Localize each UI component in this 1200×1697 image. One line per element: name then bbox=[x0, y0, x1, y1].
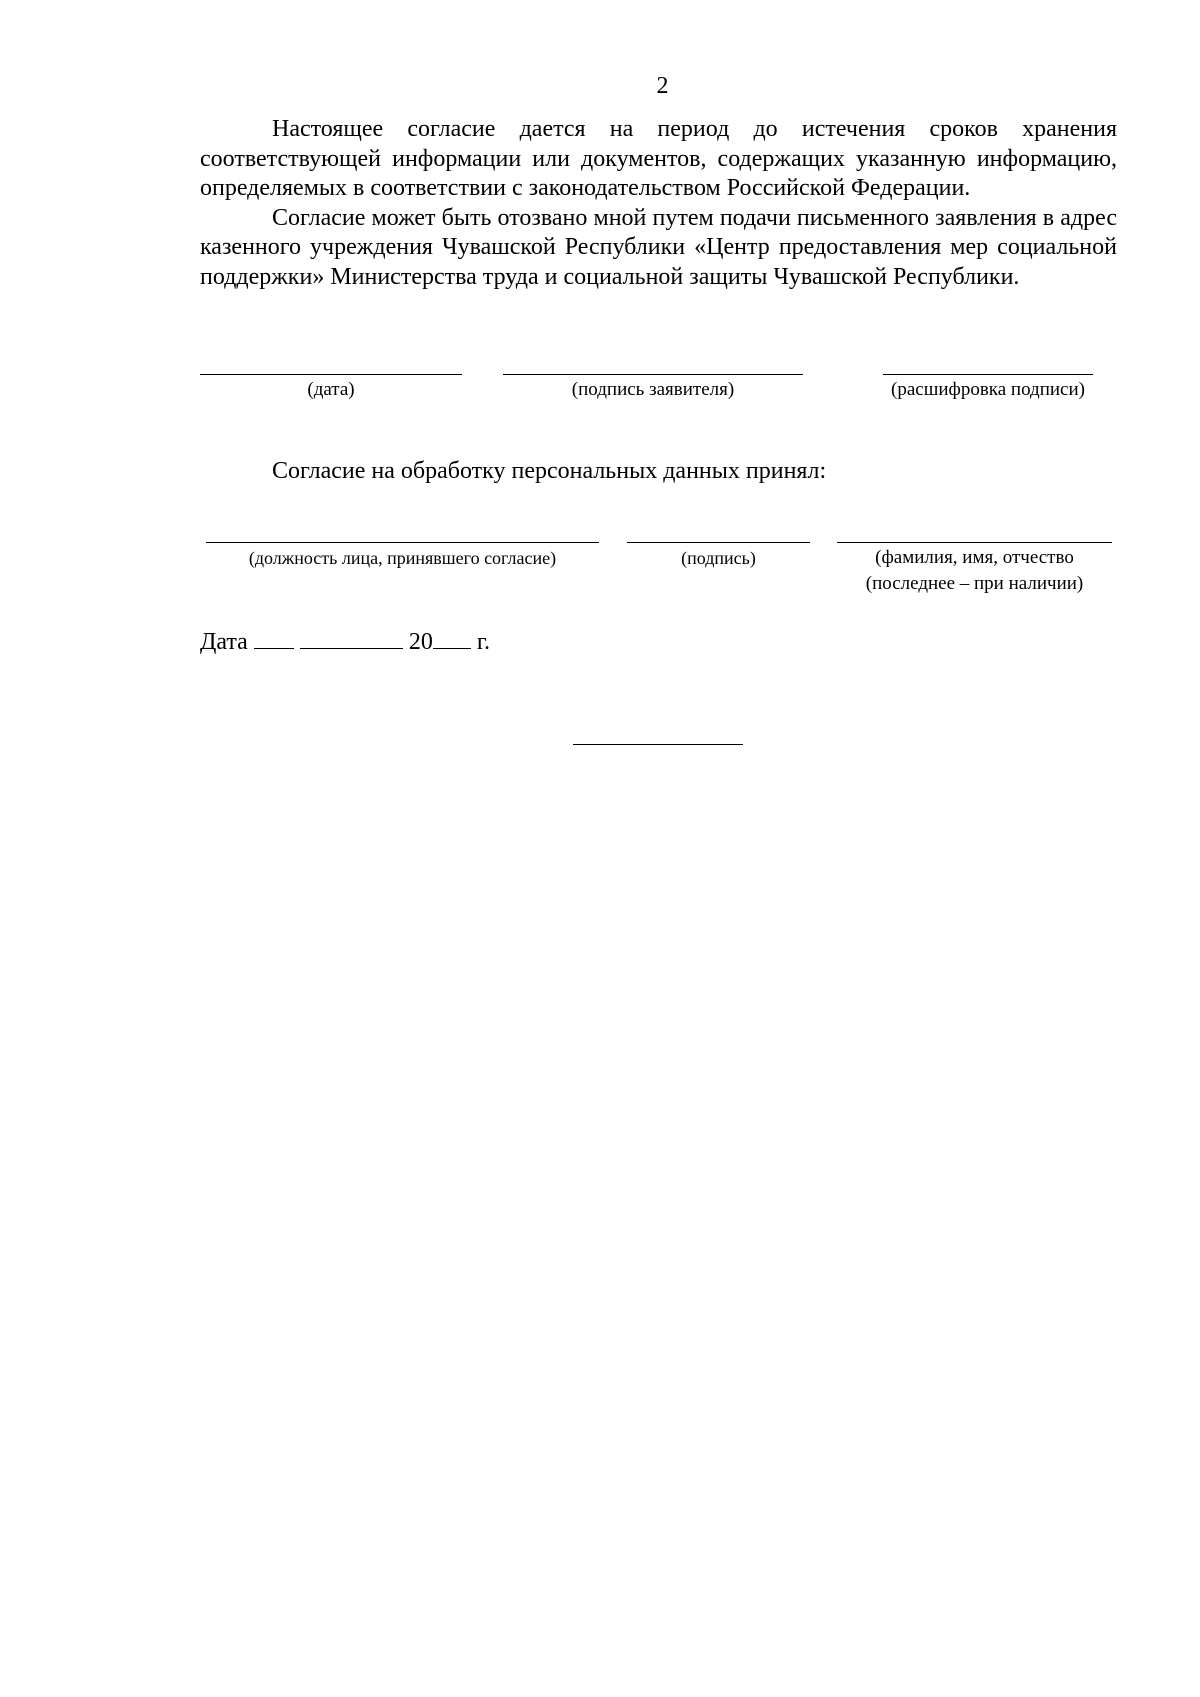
accepting-position-caption: (должность лица, принявшего согласие) bbox=[248, 548, 557, 568]
accepting-name-caption-line1: (фамилия, имя, отчество bbox=[875, 547, 1074, 568]
applicant-signature-line bbox=[503, 374, 803, 375]
accepting-signature-caption: (подпись) bbox=[681, 548, 756, 568]
accepting-name-line bbox=[837, 542, 1112, 543]
month-blank bbox=[300, 628, 403, 649]
closing-line bbox=[573, 744, 743, 745]
accepting-name-caption-line2: (последнее – при наличии) bbox=[865, 573, 1084, 594]
year-prefix: 20 bbox=[408, 629, 433, 655]
date-signature-line bbox=[200, 374, 462, 375]
accepting-position-line bbox=[206, 542, 599, 543]
accepting-signature-line bbox=[627, 542, 810, 543]
consent-body bbox=[200, 115, 1117, 292]
year-suffix: г. bbox=[476, 629, 490, 655]
consent-term-paragraph: Настоящее согласие дается на период до истечения сроков хранения соответствующей информации или документов, содержащих указанную информацию, определяемых в соответствии с законодательством Российской Федерации. bbox=[200, 116, 1117, 201]
date-field bbox=[200, 628, 490, 656]
page-number: 2 bbox=[656, 73, 669, 99]
acceptance-statement: Согласие на обработку персональных данных принял: bbox=[272, 458, 827, 484]
signature-decoding-line bbox=[883, 374, 1093, 375]
year-blank bbox=[433, 628, 471, 649]
date-label: Дата bbox=[200, 629, 248, 655]
applicant-signature-caption: (подпись заявителя) bbox=[571, 379, 735, 400]
signature-decoding-caption: (расшифровка подписи) bbox=[891, 379, 1085, 400]
date-caption: (дата) bbox=[307, 379, 355, 400]
consent-revocation-paragraph: Согласие может быть отозвано мной путем подачи письменного заявления в адрес казенного учреждения Чувашской Республики «Центр предоставления мер социальной поддержки» Министерства труда и социальной защиты Чувашской Республики. bbox=[200, 204, 1117, 290]
day-blank bbox=[254, 628, 294, 649]
